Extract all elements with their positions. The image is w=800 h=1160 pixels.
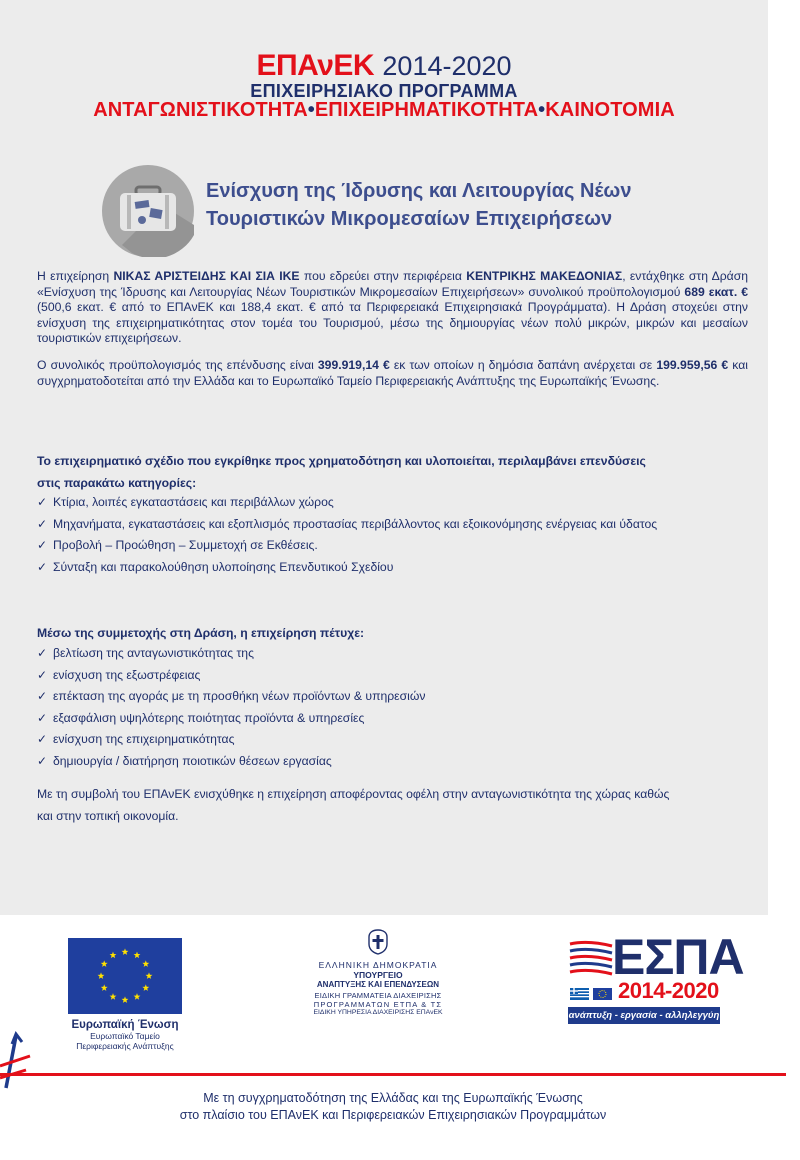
check-icon: ✓ [37,732,48,746]
footer-line1: Με τη συγχρηματοδότηση της Ελλάδας και της Ευρωπαϊκής Ένωσης [203,1091,583,1105]
ministry-logo [288,928,468,1016]
theme-separator: • [307,99,315,121]
list-item [37,729,757,751]
investments-list [37,492,757,578]
budget-text: εκ των οποίων η δημόσια δαπάνη ανέρχεται σε [389,358,657,372]
program-brand: ΕΠΑνΕΚ [256,49,375,82]
check-icon: ✓ [37,710,48,725]
list-item [37,492,757,514]
theme-entrepreneurship: ΕΠΙΧΕΙΡΗΜΑΤΙΚΟΤΗΤΑ [314,99,539,121]
intro-text: που εδρεύει στην περιφέρεια [299,269,467,283]
results-list [37,643,757,772]
epanek-arrow-icon [0,1026,34,1090]
check-icon: ✓ [37,667,48,682]
list-item-text: Κτίρια, λοιπές εγκαταστάσεις και περιβάλλων χώρος [53,495,334,509]
espa-years: 2014-2020 [618,978,719,1003]
list-item [37,665,757,687]
eu-fund-line2: Περιφερειακής Ανάπτυξης [76,1041,174,1051]
eu-fund-line1: Ευρωπαϊκό Ταμείο [90,1031,160,1041]
theme-competitiveness: ΑΝΤΑΓΩΝΙΣΤΙΚΟΤΗΤΑ [93,99,308,121]
action-title-line1: Ενίσχυση της Ίδρυσης και Λειτουργίας Νέων [206,180,632,202]
budget-paragraph [37,358,748,389]
suitcase-icon [102,165,194,257]
action-title [206,177,726,233]
list-item [37,643,757,665]
espa-stripes-icon [568,940,614,980]
list-item [37,686,757,708]
action-budget: 689 εκατ. € [684,284,748,299]
results-heading: Μέσω της συμμετοχής στη Δράση, η επιχείρηση πέτυχε: [37,626,365,640]
list-item [37,708,757,730]
investments-heading-line2: στις παρακάτω κατηγορίες: [37,476,197,490]
public-expenditure: 199.959,56 € [656,358,729,372]
check-icon: ✓ [37,495,48,509]
list-item-text: δημιουργία / διατήρηση ποιοτικών θέσεων εργασίας [53,753,332,768]
list-item-text: επέκταση της αγοράς με τη προσθήκη νέων προϊόντων & υπηρεσιών [53,689,426,703]
greek-emblem-icon [366,928,390,956]
program-themes [0,99,768,122]
list-item-text: Μηχανήματα, εγκαταστάσεις και εξοπλισμός προστασίας περιβάλλοντος και εξοικονόμησης ενέργειας και ύδατος [53,516,658,531]
espa-logo [568,929,744,1029]
check-icon: ✓ [37,646,48,660]
theme-separator: • [538,99,546,121]
list-item [37,514,757,536]
espa-flags-icon [570,988,614,1000]
program-years: 2014-2020 [382,51,512,81]
list-item-text: Προβολή – Προώθηση – Συμμετοχή σε Εκθέσεις. [53,538,318,552]
program-logo [0,50,768,82]
total-budget: 399.919,14 € [317,358,390,372]
check-icon: ✓ [37,753,48,768]
eu-name: Ευρωπαϊκή Ένωση [71,1019,179,1031]
check-icon: ✓ [37,559,48,574]
espa-slogan: ανάπτυξη - εργασία - αλληλεγγύη [568,1007,720,1024]
list-item-text: Σύνταξη και παρακολούθηση υλοποίησης Επενδυτικού Σχεδίου [53,559,394,574]
gov-line2: ΥΠΟΥΡΓΕΙΟ [353,970,403,980]
investments-heading [37,450,748,494]
intro-paragraph [37,269,748,347]
closing-line2: και στην τοπική οικονομία. [37,809,179,823]
gov-line5: ΠΡΟΓΡΑΜΜΑΤΩΝ ΕΤΠΑ & ΤΣ [313,1000,443,1009]
check-icon: ✓ [37,689,48,703]
closing-line1: Με τη συμβολή του ΕΠΑνΕΚ ενισχύθηκε η επιχείρηση αποφέροντας οφέλη στην ανταγωνιστικότητα της χώρας καθώς [37,787,670,801]
check-icon: ✓ [37,516,48,531]
gov-line3: ΑΝΑΠΤΥΞΗΣ ΚΑΙ ΕΠΕΝΔΥΣΕΩΝ [316,980,440,989]
list-item-text: βελτίωση της ανταγωνιστικότητας της [53,646,254,660]
intro-text: (500,6 εκατ. € από το ΕΠΑνΕΚ και 188,4 εκατ. € από τα Περιφερειακά Επιχειρησιακά Προγράμματα). Η Δράση στοχεύει στην ενίσχυση της επιχειρηματικότητας στον τομέα του Τουρισμού, μέσω της δημιουργίας νέων πολύ μικρών, μικρών και μεσαίων τουριστικών επιχειρήσεων. [37,300,748,345]
list-item [37,535,757,557]
footer-divider [0,1073,786,1076]
closing-paragraph [37,783,748,827]
gov-line6: ΕΙΔΙΚΗ ΥΠΗΡΕΣΙΑ ΔΙΑΧΕΙΡΙΣΗΣ ΕΠΑνΕΚ [313,1009,443,1016]
list-item-text: ενίσχυση της επιχειρηματικότητας [53,732,235,746]
gov-line1: ΕΛΛΗΝΙΚΗ ΔΗΜΟΚΡΑΤΙΑ [318,960,438,970]
investments-heading-line1: Το επιχειρηματικό σχέδιο που εγκρίθηκε προς χρηματοδότηση και υλοποιείται, περιλαμβάνει επενδύσεις [37,454,646,468]
eu-logo [60,938,190,1051]
company-name: ΝΙΚΑΣ ΑΡΙΣΤΕΙΔΗΣ ΚΑΙ ΣΙΑ ΙΚΕ [113,269,300,283]
intro-text: , εντάχθηκε στη Δράση «Ενίσχυση της Ίδρυσης και Λειτουργίας Νέων Τουριστικών Μικρομεσαίων Επιχειρήσεων» συνολικού προϋπολογισμού [37,269,749,299]
list-item [37,751,757,773]
gov-line4: ΕΙΔΙΚΗ ΓΡΑΜΜΑΤΕΙΑ ΔΙΑΧΕΙΡΙΣΗΣ [314,991,442,1000]
list-item-text: ενίσχυση της εξωστρέφειας [53,667,201,682]
budget-text: Ο συνολικός προϋπολογισμός της επένδυσης είναι [37,358,318,372]
intro-text: Η επιχείρηση [37,269,114,283]
action-title-line2: Τουριστικών Μικρομεσαίων Επιχειρήσεων [206,208,613,230]
budget-text: και συγχρηματοδοτείται από την Ελλάδα και το Ευρωπαϊκό Ταμείο Περιφερειακής Ανάπτυξης της Ευρωπαϊκής Ένωσης. [37,358,748,388]
footer-line2: στο πλαίσιο του ΕΠΑνΕΚ και Περιφερειακών Επιχειρησιακών Προγραμμάτων [179,1108,607,1122]
region-name: ΚΕΝΤΡΙΚΗΣ ΜΑΚΕΔΟΝΙΑΣ [466,269,623,283]
program-subtitle: ΕΠΙΧΕΙΡΗΣΙΑΚΟ ΠΡΟΓΡΑΜΜΑ [250,81,518,101]
list-item-text: εξασφάλιση υψηλότερης ποιότητας προϊόντα & υπηρεσίες [53,710,365,725]
list-item [37,557,757,579]
eu-flag-icon [68,938,182,1014]
espa-word: ΕΣΠΑ [612,929,744,985]
check-icon: ✓ [37,538,48,552]
theme-innovation: ΚΑΙΝΟΤΟΜΙΑ [545,99,675,121]
